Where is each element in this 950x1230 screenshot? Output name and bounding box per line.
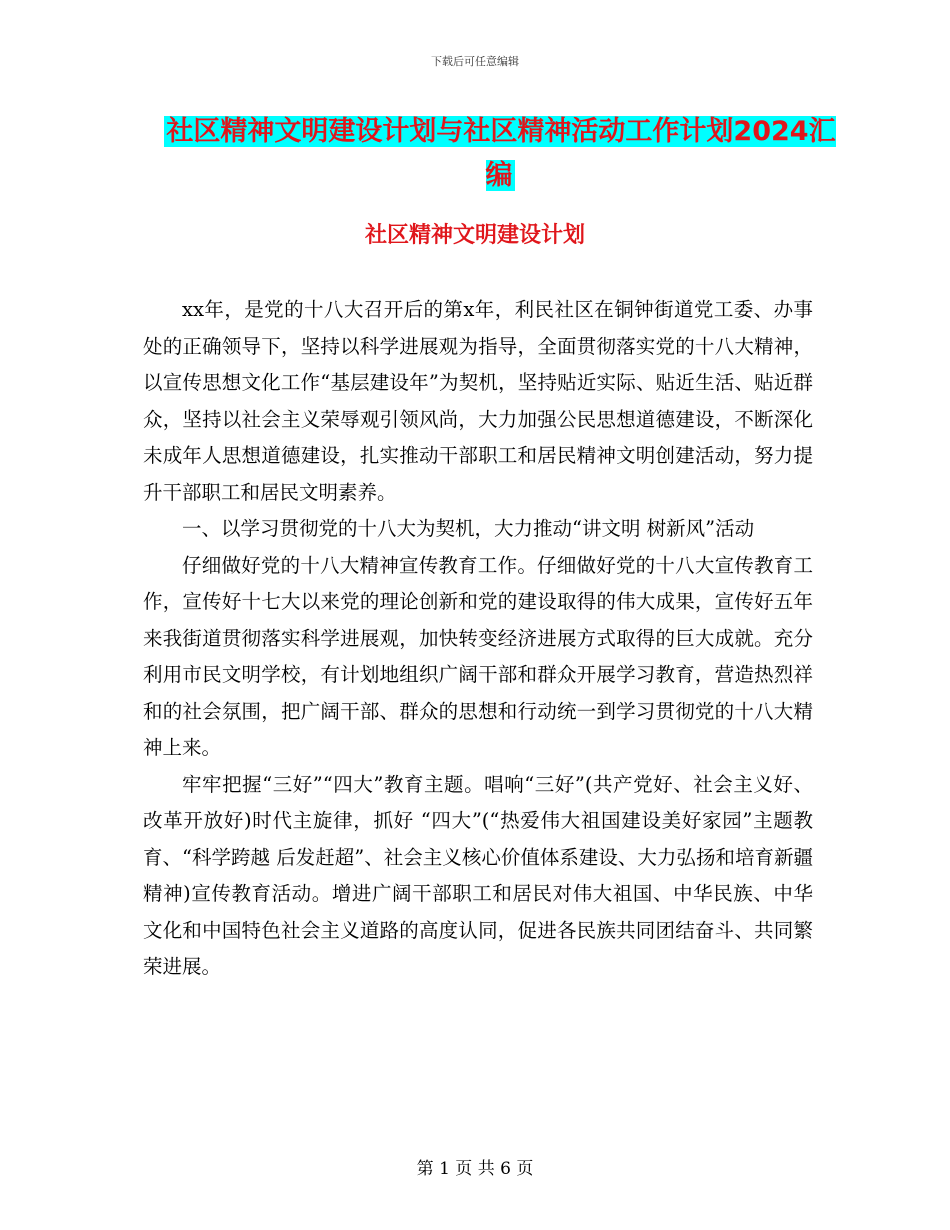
document-title-text: 社区精神文明建设计划与社区精神活动工作计划2024汇编 (166, 116, 836, 191)
paragraph: 牢牢把握“三好”“四大”教育主题。唱响“三好”(共产党好、社会主义好、改革开放好)时代主旋律，抓好 “四大”(“热爱伟大祖国建设美好家园”主题教育、“科学跨越 后发赶超”、社会主义核心价值体系建设、大力弘扬和培育新疆精神)宣传教育活动。增进广阔干部职工和居民对伟大祖国、中华民族、中华文化和中国特色社会主义道路的高度认同，促进各民族共同团结奋斗、共同繁荣进展。 (143, 772, 813, 978)
document-title (160, 110, 840, 198)
body-text (143, 292, 813, 986)
paragraph-heading: 一、以学习贯彻党的十八大为契机，大力推动“讲文明 树新风”活动 (182, 517, 755, 540)
paragraph: 仔细做好党的十八大精神宣传教育工作。仔细做好党的十八大宣传教育工作，宣传好十七大以来党的理论创新和党的建设取得的伟大成果，宣传好五年来我街道贯彻落实科学进展观，加快转变经济进展方式取得的巨大成就。充分利用市民文明学校，有计划地组织广阔干部和群众开展学习教育，营造热烈祥和的社会氛围，把广阔干部、群众的思想和行动统一到学习贯彻党的十八大精神上来。 (143, 553, 813, 759)
section-title: 社区精神文明建设计划 (364, 223, 585, 248)
header-note: 下载后可任意编辑 (431, 55, 519, 68)
page-footer: 第 1 页 共 6 页 (416, 1159, 534, 1179)
paragraph: xx年，是党的十八大召开后的第x年，利民社区在铜钟街道党工委、办事处的正确领导下，坚持以科学进展观为指导，全面贯彻落实党的十八大精神，以宣传思想文化工作“基层建设年”为契机，坚持贴近实际、贴近生活、贴近群众，坚持以社会主义荣辱观引领风尚，大力加强公民思想道德建设，不断深化未成年人思想道德建设，扎实推动干部职工和居民精神文明创建活动，努力提升干部职工和居民文明素养。 (143, 298, 813, 504)
